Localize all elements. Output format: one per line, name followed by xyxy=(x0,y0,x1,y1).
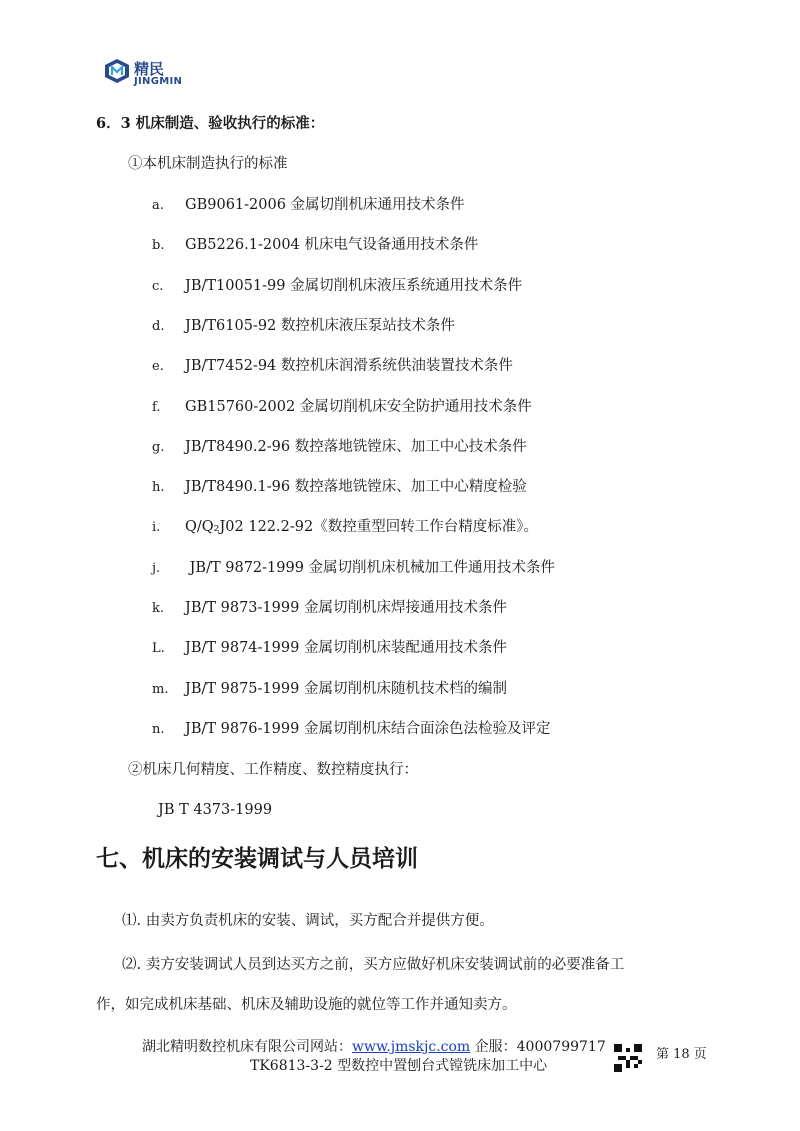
item-text: JB/T7452-94 数控机床润滑系统供油装置技术条件 xyxy=(185,358,513,375)
page-number: 第 18 页 xyxy=(656,1047,707,1062)
item-text: JB/T 9876-1999 金属切削机床结合面涂色法检验及评定 xyxy=(185,720,551,737)
item-text: JB/T6105-92 数控机床液压泵站技术条件 xyxy=(185,317,455,334)
item-text: JB/T10051-99 金属切削机床液压系统通用技术条件 xyxy=(185,277,523,294)
item-marker: i. xyxy=(152,520,161,536)
item-marker: d. xyxy=(152,318,165,334)
standard-item xyxy=(152,356,513,377)
item-text: JB/T8490.2-96 数控落地铣镗床、加工中心技术条件 xyxy=(185,438,527,455)
item-marker: c. xyxy=(152,278,164,294)
standard-item xyxy=(152,437,527,458)
standard-reference: JB T 4373-1999 xyxy=(158,802,273,818)
standard-item xyxy=(152,235,478,256)
standard-item xyxy=(152,276,522,297)
item-text: GB15760-2002 金属切削机床安全防护通用技术条件 xyxy=(185,398,532,415)
item-text: GB9061-2006 金属切削机床通用技术条件 xyxy=(185,197,465,213)
footer-company: 湖北精明数控机床有限公司网站： xyxy=(142,1039,352,1055)
standard-item xyxy=(152,316,455,337)
item-marker: L. xyxy=(152,641,165,657)
item-marker: j. xyxy=(152,560,161,576)
item-marker: k. xyxy=(152,601,165,616)
subsection-heading: ②机床几何精度、工作精度、数控精度执行： xyxy=(128,762,418,778)
item-marker: g. xyxy=(152,439,165,455)
item-marker: h. xyxy=(152,480,165,496)
standard-item xyxy=(152,558,555,579)
qr-code-icon xyxy=(614,1044,642,1072)
item-text: Q/Q₂J02 122.2-92《数控重型回转工作台精度标准》。 xyxy=(185,519,538,536)
footer-product: TK6813-3-2 型数控中置刨台式镗铣床加工中心 xyxy=(250,1058,548,1074)
item-text: JB/T 9872-1999 金属切削机床机械加工件通用技术条件 xyxy=(185,559,556,576)
paragraph: ⑴. 由卖方负责机床的安装、调试，买方配合并提供方便。 xyxy=(122,913,494,929)
logo-mark-icon xyxy=(104,58,130,84)
paragraph-continuation: 作，如完成机床基础、机床及辅助设施的就位等工作并通知卖方。 xyxy=(96,997,517,1013)
item-marker: e. xyxy=(152,359,164,375)
item-marker: n. xyxy=(152,721,165,737)
item-text: JB/T 9874-1999 金属切削机床装配通用技术条件 xyxy=(185,640,507,657)
paragraph: ⑵. 卖方安装调试人员到达买方之前，买方应做好机床安装调试前的必要准备工 xyxy=(122,957,625,973)
item-marker: m. xyxy=(152,681,169,697)
standard-item xyxy=(152,638,507,659)
standard-item xyxy=(152,195,465,216)
logo-text-cn: 精民 xyxy=(134,60,165,78)
standard-item xyxy=(152,397,532,418)
item-text: JB/T 9873-1999 金属切削机床焊接通用技术条件 xyxy=(185,600,507,616)
item-marker: a. xyxy=(152,198,164,213)
item-text: JB/T 9875-1999 金属切削机床随机技术档的编制 xyxy=(185,680,507,697)
subsection-heading: ①本机床制造执行的标准 xyxy=(128,156,288,172)
standard-item xyxy=(152,719,550,740)
standard-item xyxy=(152,598,507,619)
item-marker: f. xyxy=(152,399,161,415)
standard-item xyxy=(152,477,527,498)
item-text: GB5226.1-2004 机床电气设备通用技术条件 xyxy=(185,237,479,254)
standard-item xyxy=(152,679,507,700)
footer-hotline: 企服：4000799717 xyxy=(470,1039,606,1055)
footer-website-link[interactable]: www.jmskjc.com xyxy=(352,1039,471,1055)
chapter-title: 七、机床的安装调试与人员培训 xyxy=(96,845,418,872)
item-marker: b. xyxy=(152,238,165,254)
section-title: 6．3 机床制造、验收执行的标准： xyxy=(96,115,325,132)
logo-text-en: JINGMIN xyxy=(134,76,183,87)
item-text: JB/T8490.1-96 数控落地铣镗床、加工中心精度检验 xyxy=(185,479,527,496)
footer-company-line xyxy=(142,1038,606,1056)
company-logo xyxy=(104,58,194,90)
standard-item xyxy=(152,517,538,538)
